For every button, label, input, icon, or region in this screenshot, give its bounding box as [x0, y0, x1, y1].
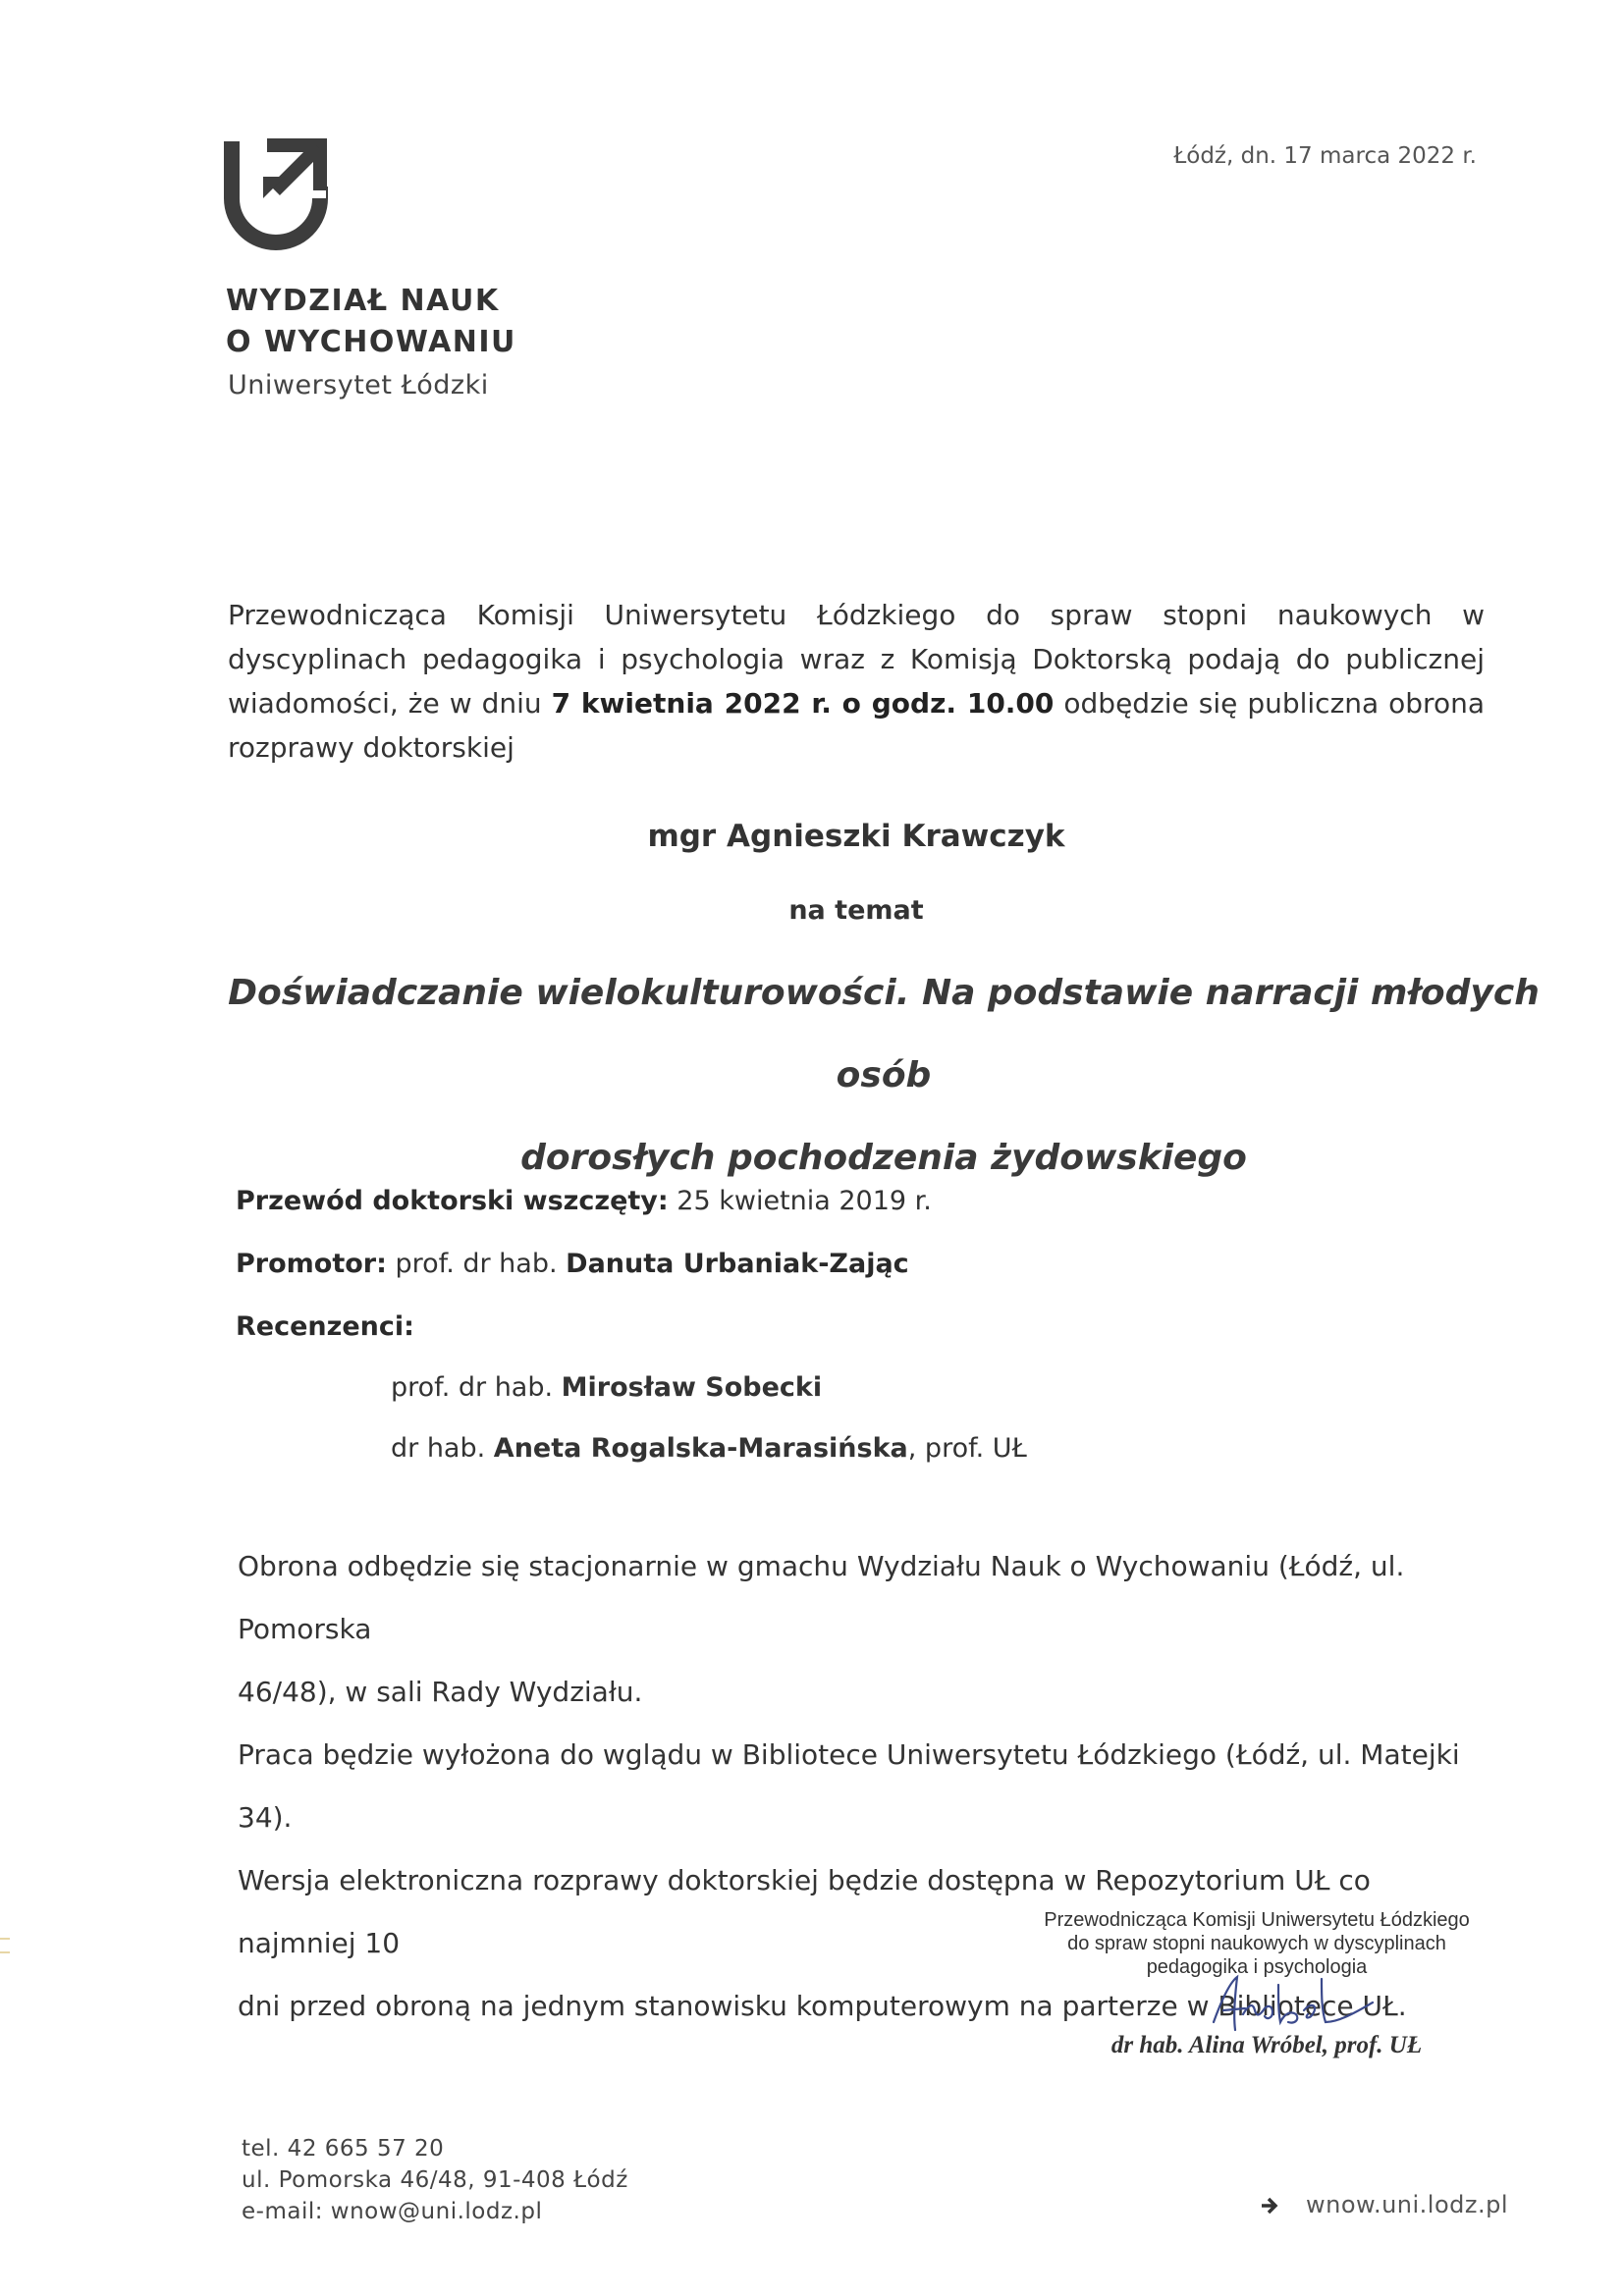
candidate-name: mgr Agnieszki Krawczyk — [647, 819, 1065, 854]
scan-edge-mark — [0, 1938, 10, 1953]
signer-name: dr hab. Alina Wróbel, prof. UŁ — [1110, 2032, 1423, 2058]
proceedings-opened-value: 25 kwietnia 2019 r. — [668, 1186, 932, 1216]
thesis-title-line2: dorosłych pochodzenia żydowskiego — [520, 1138, 1247, 1178]
promotor-name: Danuta Urbaniak-Zając — [566, 1249, 909, 1279]
footer-email: e-mail: wnow@uni.lodz.pl — [242, 2199, 543, 2224]
faculty-name — [226, 281, 516, 363]
reviewer-name: Mirosław Sobecki — [561, 1372, 823, 1403]
reviewers-label — [236, 1311, 414, 1342]
thesis-availability-paragraph: Praca będzie wyłożona do wglądu w Bibliotece Uniwersytetu Łódzkiego (Łódź, ul. Matejki 34). — [238, 1738, 1460, 1834]
promotor-title: prof. dr hab. — [386, 1249, 567, 1279]
footer-address: ul. Pomorska 46/48, 91-408 Łódź — [242, 2167, 628, 2193]
electronic-version-line1: Wersja elektroniczna rozprawy doktorskiej będzie dostępna w Repozytorium UŁ co najmniej 10 — [238, 1864, 1371, 1959]
intro-text-start: Przewodnicząca Komisji Uniwersytetu Łódzkiego do spraw stopni naukowych w dyscyplinach pedagogika i psychologia wraz z Komisją Doktorską podają do publicznej wiadomości, że w dniu — [228, 599, 1485, 720]
document-date: Łódź, dn. 17 marca 2022 r. — [1173, 143, 1477, 169]
promotor — [236, 1249, 909, 1279]
stamp-line2: do spraw stopni naukowych w dyscyplinach — [1067, 1933, 1446, 1954]
faculty-logo-icon — [224, 137, 332, 255]
announcement-intro — [228, 593, 1485, 770]
reviewers-label-text: Recenzenci: — [236, 1311, 414, 1342]
stamp-line3: pedagogika i psychologia — [1146, 1956, 1368, 1978]
promotor-label: Promotor: — [236, 1249, 387, 1279]
proceedings-opened — [236, 1186, 932, 1216]
reviewer-item — [391, 1372, 822, 1403]
defense-location-line2: 46/48), w sali Rady Wydziału. — [238, 1676, 643, 1708]
reviewer-name: Aneta Rogalska-Marasińska — [493, 1433, 908, 1464]
reviewer-title: dr hab. — [391, 1433, 494, 1464]
footer-phone: tel. 42 665 57 20 — [242, 2136, 445, 2162]
website-link[interactable]: wnow.uni.lodz.pl — [1306, 2191, 1509, 2218]
intro-text-end: odbędzie się publiczna obrona rozprawy doktorskiej — [228, 687, 1485, 764]
university-name: Uniwersytet Łódzki — [228, 370, 489, 400]
electronic-version-line2: dni przed obroną na jednym stanowisku komputerowym na parterze w Bibliotece UŁ. — [238, 1990, 1407, 2022]
proceedings-opened-label: Przewód doktorski wszczęty: — [236, 1186, 669, 1216]
arrow-right-icon — [1259, 2195, 1280, 2216]
topic-label: na temat — [788, 895, 924, 926]
defense-location-line1: Obrona odbędzie się stacjonarnie w gmachu Wydziału Nauk o Wychowaniu (Łódź, ul. Pomorska — [238, 1550, 1405, 1645]
faculty-name-line1: WYDZIAŁ NAUK — [226, 284, 500, 318]
stamp-line1: Przewodnicząca Komisji Uniwersytetu Łódzkiego — [1044, 1909, 1470, 1931]
defense-date-time: 7 kwietnia 2022 r. o godz. 10.00 — [551, 687, 1055, 720]
chairperson-stamp — [982, 1908, 1532, 1979]
reviewer-item — [391, 1433, 1027, 1464]
faculty-name-line2: O WYCHOWANIU — [226, 325, 516, 359]
handwritten-signature — [1200, 1971, 1396, 2040]
reviewer-suffix: , prof. UŁ — [907, 1433, 1027, 1464]
thesis-title-line1: Doświadczanie wielokulturowości. Na podstawie narracji młodych osób — [228, 973, 1540, 1095]
thesis-title — [196, 952, 1571, 1200]
reviewer-title: prof. dr hab. — [391, 1372, 562, 1403]
